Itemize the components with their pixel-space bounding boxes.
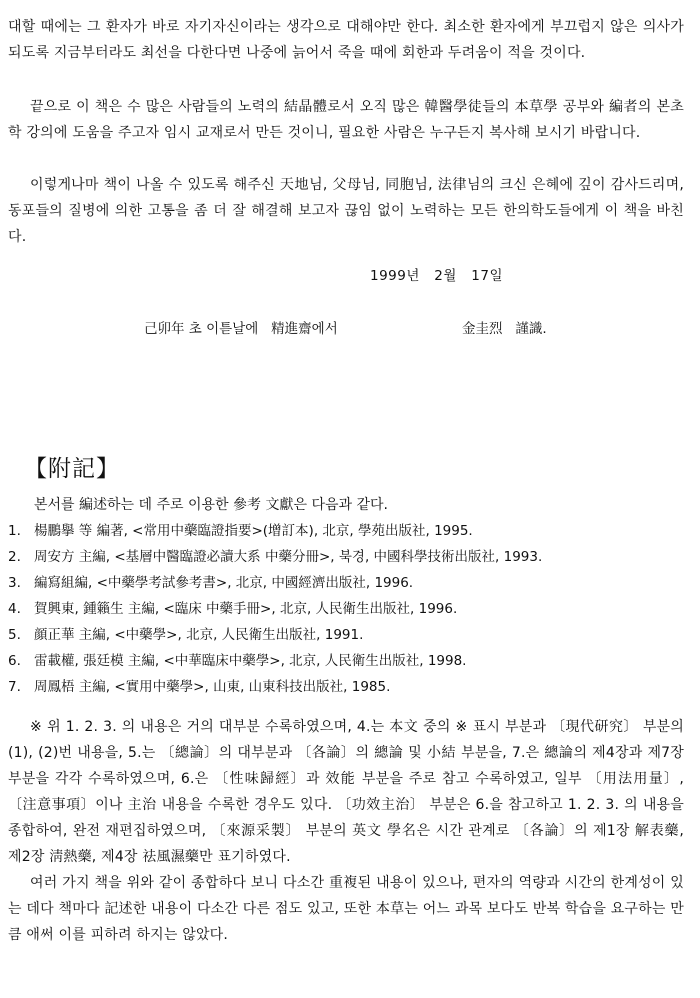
reference-number: 5. [8, 627, 21, 643]
reference-intro: 본서를 編述하는 데 주로 이용한 參考 文獻은 다음과 같다. [34, 497, 388, 513]
reference-text: 周鳳梧 主編, <實用中藥學>, 山東, 山東科技出版社, 1985. [34, 679, 391, 695]
reference-item [8, 570, 684, 596]
preface-paragraph-3: 이렇게나마 책이 나올 수 있도록 해주신 天地님, 父母님, 同胞님, 法律님의 크신 은혜에 깊이 감사드리며, 동포들의 질병에 의한 고통을 좀 더 잘 해결해 보고자 끊임 없이 노력하는 모든 한의학도들에게 이 책을 바친다. [8, 177, 684, 245]
reference-number: 1. [8, 523, 21, 539]
reference-text: 編寫組編, <中藥學考試參考書>, 北京, 中國經濟出版社, 1996. [34, 575, 414, 591]
reference-number: 3. [8, 575, 21, 591]
reference-item [8, 674, 684, 700]
reference-number: 2. [8, 549, 21, 565]
reference-number: 4. [8, 601, 21, 617]
reference-text: 周安方 主編, <基層中醫臨證必讀大系 中藥分冊>, 북경, 中國科學技術出版社, 1993. [34, 549, 543, 565]
appendix-note-paragraph: ※ 위 1. 2. 3. 의 내용은 거의 대부분 수록하였으며, 4.는 本文 중의 ※ 표시 부분과 〔現代研究〕 부분의 (1), (2)번 내용을, 5.는 〔總論〕의 대부분과 〔各論〕의 總論 및 小結 부분을, 7.은 總論의 제4장과 제7장 부분을 각각 수록하였으며, 6.은 〔性味歸經〕과 效能 부분을 주로 참고 수록하였고, 일부 〔用法用量〕, 〔注意事項〕이나 主治 내용을 수록한 경우도 있다. 〔功效主治〕 부분은 6.을 참고하고 1. 2. 3. 의 내용을 종합하여, 완전 재편집하였으며, 〔來源采製〕 부분의 英文 學名은 시간 관계로 〔各論〕의 제1장 解表藥, 제2장 淸熱藥, 제4장 祛風濕藥만 표기하였다. [8, 719, 684, 865]
reference-number: 6. [8, 653, 21, 669]
reference-item [8, 622, 684, 648]
reference-text: 顔正華 主編, <中藥學>, 北京, 人民衛生出版社, 1991. [34, 627, 364, 643]
reference-item [8, 518, 684, 544]
appendix-heading: 【附記】 [24, 456, 120, 482]
preface-paragraph-1: 대할 때에는 그 환자가 바로 자기자신이라는 생각으로 대해야만 한다. 최소한 환자에게 부끄럽지 않은 의사가 되도록 지금부터라도 최선을 다한다면 나중에 늙어서 죽을 때에 회한과 두려움이 적을 것이다. [8, 19, 684, 61]
reference-text: 賀興東, 鍾籟生 主編, <臨床 中藥手冊>, 北京, 人民衛生出版社, 1996. [34, 601, 458, 617]
reference-text: 楊鵬擧 等 編著, <常用中藥臨證指要>(增訂本), 北京, 學苑出版社, 1995. [34, 523, 473, 539]
reference-item [8, 544, 684, 570]
reference-list [8, 492, 684, 700]
preface-date: 1999년 2월 17일 [370, 268, 503, 284]
reference-item [8, 648, 684, 674]
preface-paragraph-2: 끝으로 이 책은 수 많은 사람들의 노력의 結晶體로서 오직 많은 韓醫學徒들의 本草學 공부와 編者의 본초학 강의에 도움을 주고자 임시 교재로서 만든 것이니, 필요한 사람은 누구든지 복사해 보시기 바랍니다. [8, 99, 684, 141]
signature-place: 己卯年 초 이튿날에 精進齋에서 [144, 321, 338, 337]
reference-text: 雷載權, 張廷模 主編, <中華臨床中藥學>, 北京, 人民衛生出版社, 1998. [34, 653, 467, 669]
signature-name: 金圭烈 謹識. [462, 321, 547, 337]
reference-item [8, 596, 684, 622]
reference-number: 7. [8, 679, 21, 695]
appendix-closing-paragraph: 여러 가지 책을 위와 같이 종합하다 보니 다소간 重複된 내용이 있으나, 편자의 역량과 시간의 한계성이 있는 데다 책마다 記述한 내용이 다소간 다른 점도 있고, 또한 本草는 어느 과목 보다도 반복 학습을 요구하는 만큼 애써 이를 피하려 하지는 않았다. [8, 875, 684, 943]
